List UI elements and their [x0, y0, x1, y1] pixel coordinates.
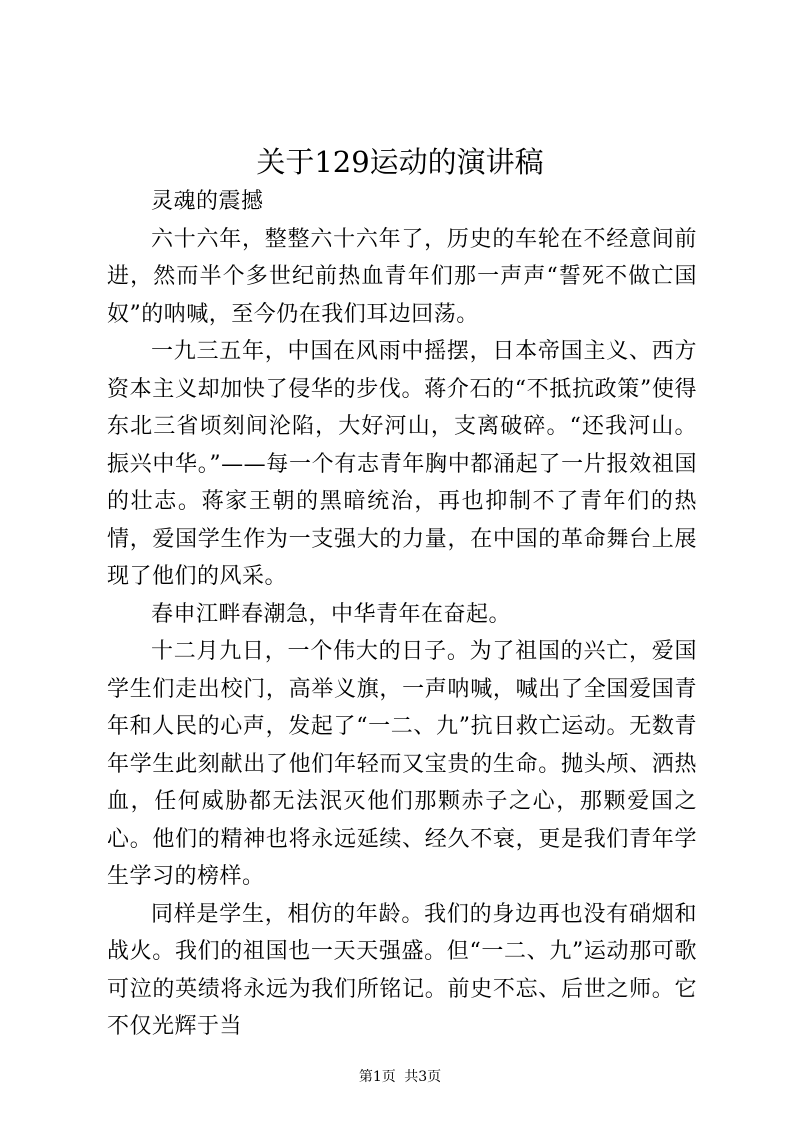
document-body	[107, 183, 697, 1046]
page-number: 第1页	[358, 1069, 396, 1085]
paragraph: 六十六年，整整六十六年了，历史的车轮在不经意间前进，然而半个多世纪前热血青年们那一声声“誓死不做亡国奴”的呐喊，至今仍在我们耳边回荡。	[107, 226, 697, 327]
page-total: 共3页	[404, 1069, 442, 1085]
paragraph: 十二月九日，一个伟大的日子。为了祖国的兴亡，爱国学生们走出校门，高举义旗，一声呐喊，喊出了全国爱国青年和人民的心声，发起了“一二、九”抗日救亡运动。无数青年学生此刻献出了他们年轻而又宝贵的生命。抛头颅、洒热血，任何威胁都无法泯灭他们那颗赤子之心，那颗爱国之心。他们的精神也将永远延续、经久不衰，更是我们青年学生学习的榜样。	[107, 639, 697, 889]
paragraph: 一九三五年，中国在风雨中摇摆，日本帝国主义、西方资本主义却加快了侵华的步伐。蒋介石的“不抵抗政策”使得东北三省顷刻间沦陷，大好河山，支离破碎。“还我河山。振兴中华。”——每一个有志青年胸中都涌起了一片报效祖国的壮志。蒋家王朝的黑暗统治，再也抑制不了青年们的热情，爱国学生作为一支强大的力量，在中国的革命舞台上展现了他们的风采。	[107, 339, 697, 589]
paragraph: 同样是学生，相仿的年龄。我们的身边再也没有硝烟和战火。我们的祖国也一天天强盛。但“一二、九”运动那可歌可泣的英绩将永远为我们所铭记。前史不忘、后世之师。它不仅光辉于当	[107, 901, 697, 1039]
page-footer	[0, 1067, 800, 1087]
paragraph: 灵魂的震撼	[151, 189, 264, 214]
document-title: 关于129运动的演讲稿	[256, 145, 544, 179]
paragraph: 春申江畔春潮急，中华青年在奋起。	[151, 601, 512, 627]
